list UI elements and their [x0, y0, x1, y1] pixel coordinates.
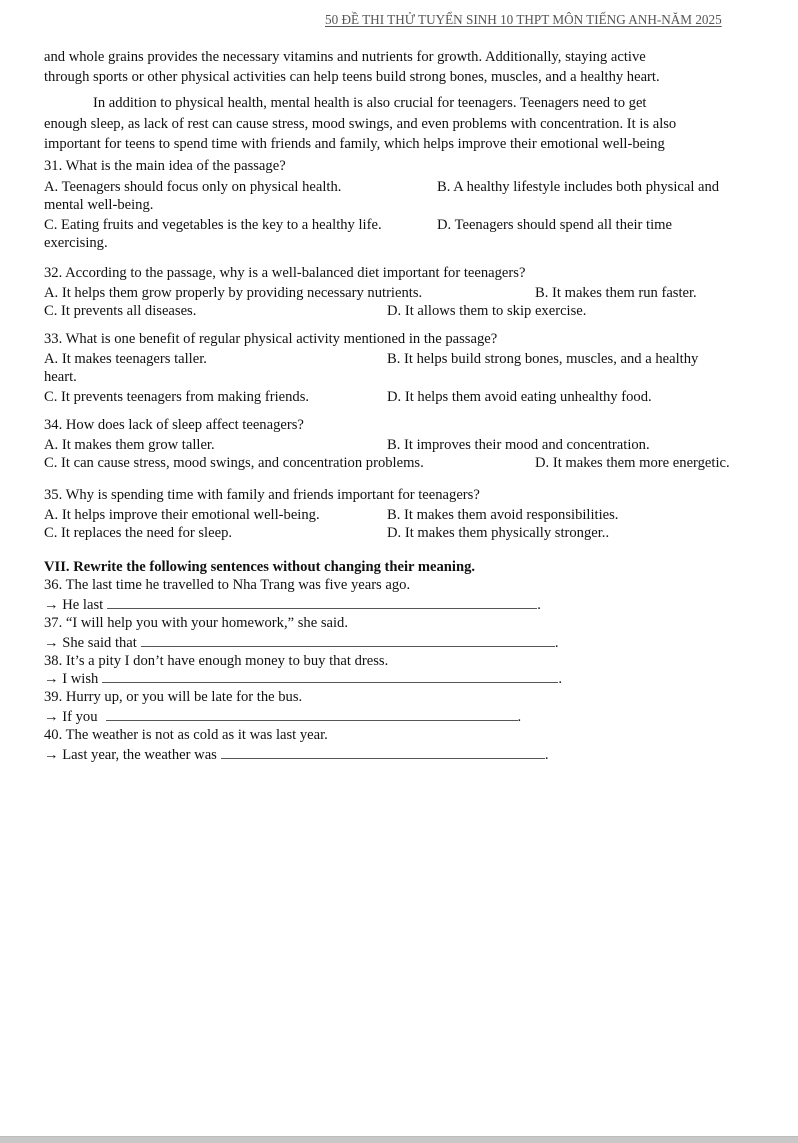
answer-end: .	[558, 671, 562, 687]
option-c: C. It prevents teenagers from making friends.	[44, 389, 310, 405]
answer-start: → She said that	[44, 635, 137, 651]
option-d-continued: exercising.	[44, 235, 108, 251]
option-b: B. It improves their mood and concentration.	[387, 437, 650, 453]
option-b: B. It makes them run faster.	[535, 285, 697, 301]
rewrite-answer-line	[44, 596, 541, 614]
option-c: C. It prevents all diseases.	[44, 303, 197, 319]
option-a: A. It makes teenagers taller.	[44, 351, 207, 367]
option-c: C. Eating fruits and vegetables is the key to a healthy life.	[44, 217, 382, 233]
rewrite-prompt: 37. “I will help you with your homework,” she said.	[44, 615, 348, 631]
rewrite-answer-line	[44, 708, 521, 726]
option-d: D. It allows them to skip exercise.	[387, 303, 587, 319]
option-a: A. It makes them grow taller.	[44, 437, 215, 453]
option-b: B. It makes them avoid responsibilities.	[387, 507, 619, 523]
option-b: B. A healthy lifestyle includes both physical and	[437, 179, 720, 195]
passage-line: enough sleep, as lack of rest can cause stress, mood swings, and even problems with concentration. It is also	[44, 116, 677, 132]
answer-start: → He last	[44, 597, 104, 613]
rewrite-prompt: 36. The last time he travelled to Nha Trang was five years ago.	[44, 577, 411, 593]
option-b-continued: heart.	[44, 369, 77, 385]
passage-line: and whole grains provides the necessary vitamins and nutrients for growth. Additionally, staying active	[44, 49, 646, 65]
option-d: D. It helps them avoid eating unhealthy food.	[387, 389, 652, 405]
option-a: A. It helps improve their emotional well-being.	[44, 507, 320, 523]
question-stem: 33. What is one benefit of regular physical activity mentioned in the passage?	[44, 331, 498, 347]
option-a: A. Teenagers should focus only on physical health.	[44, 179, 342, 195]
passage-line: In addition to physical health, mental health is also crucial for teenagers. Teenagers need to get	[93, 95, 647, 111]
answer-blank[interactable]	[221, 746, 545, 759]
rewrite-prompt: 40. The weather is not as cold as it was last year.	[44, 727, 328, 743]
answer-start: → If you	[44, 709, 98, 725]
answer-start: → Last year, the weather was	[44, 747, 217, 763]
rewrite-answer-line	[44, 670, 562, 688]
option-a: A. It helps them grow properly by providing necessary nutrients.	[44, 285, 423, 301]
answer-start: → I wish	[44, 671, 99, 687]
answer-end: .	[537, 597, 541, 613]
option-b: B. It helps build strong bones, muscles, and a healthy	[387, 351, 699, 367]
rewrite-prompt: 39. Hurry up, or you will be late for the bus.	[44, 689, 303, 705]
option-d: D. It makes them physically stronger..	[387, 525, 610, 541]
document-header: 50 ĐỀ THI THỬ TUYỂN SINH 10 THPT MÔN TIẾNG ANH-NĂM 2025	[325, 12, 722, 27]
option-c: C. It replaces the need for sleep.	[44, 525, 233, 541]
question-stem: 35. Why is spending time with family and friends important for teenagers?	[44, 487, 480, 503]
passage-line: important for teens to spend time with friends and family, which helps improve their emotional well-being	[44, 136, 665, 152]
answer-blank[interactable]	[106, 708, 518, 721]
question-stem: 34. How does lack of sleep affect teenagers?	[44, 417, 304, 433]
option-c: C. It can cause stress, mood swings, and concentration problems.	[44, 455, 424, 471]
rewrite-answer-line	[44, 634, 558, 652]
option-d: D. Teenagers should spend all their time	[437, 217, 672, 233]
rewrite-answer-line	[44, 746, 549, 764]
question-stem: 31. What is the main idea of the passage?	[44, 158, 286, 174]
answer-blank[interactable]	[102, 670, 558, 683]
answer-blank[interactable]	[141, 634, 555, 647]
question-stem: 32. According to the passage, why is a well-balanced diet important for teenagers?	[44, 265, 526, 281]
answer-end: .	[517, 709, 522, 725]
answer-end: .	[554, 635, 559, 651]
option-b-continued: mental well-being.	[44, 197, 154, 213]
option-d: D. It makes them more energetic.	[535, 455, 730, 471]
passage-line: through sports or other physical activities can help teens build strong bones, muscles, and a healthy heart.	[44, 69, 660, 85]
section-title: VII. Rewrite the following sentences without changing their meaning.	[44, 559, 476, 575]
answer-end: .	[544, 747, 549, 763]
rewrite-prompt: 38. It’s a pity I don’t have enough money to buy that dress.	[44, 653, 389, 669]
answer-blank[interactable]	[107, 596, 537, 609]
